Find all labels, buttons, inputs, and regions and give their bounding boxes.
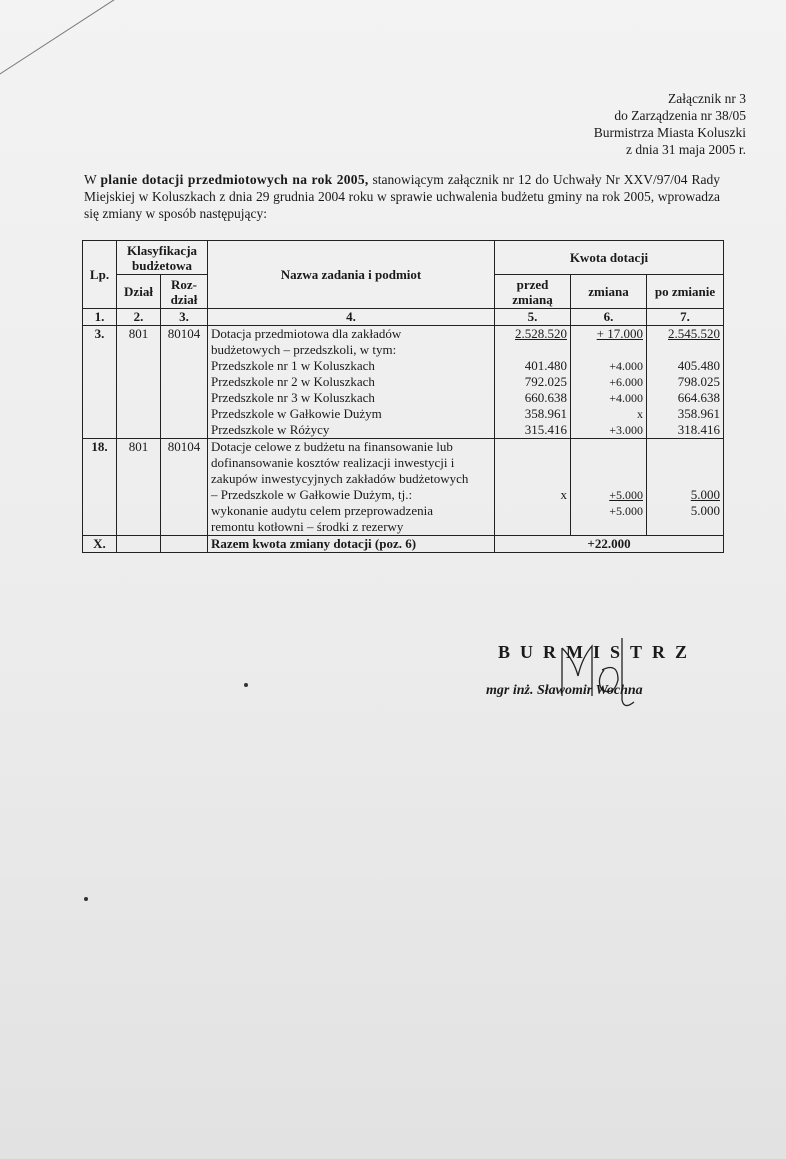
row-po [647, 326, 724, 439]
header-lp: Lp. [83, 241, 117, 309]
zmiana-value: +5.000 [609, 488, 643, 502]
przed-value [498, 439, 567, 455]
col-number: 5. [495, 309, 571, 326]
przed-value: 660.638 [524, 390, 567, 405]
col-number: 1. [83, 309, 117, 326]
zmiana-value: + 17.000 [596, 326, 643, 341]
paper-fold-line [0, 0, 116, 81]
row-names [208, 439, 495, 536]
attachment-header [594, 90, 746, 158]
przed-value: 792.025 [524, 374, 567, 389]
row-name-line: Dotacje celowe z budżetu na finansowanie lub [211, 439, 453, 454]
row-name-line: Przedszkole nr 3 w Koluszkach [211, 390, 375, 405]
header-rozdzial: Roz-dział [161, 275, 208, 309]
po-value: 2.545.520 [668, 326, 720, 341]
row-lp: 18. [83, 439, 117, 536]
po-value [650, 471, 720, 487]
zmiana-value: x [637, 407, 643, 421]
dotacje-table [82, 240, 724, 553]
row-zmiana [571, 326, 647, 439]
row-rozdzial: 80104 [161, 439, 208, 536]
po-value: 5.000 [690, 487, 720, 502]
handwritten-signature [548, 618, 638, 718]
row-name-line: Dotacja przedmiotowa dla zakładów [211, 326, 402, 341]
speck [244, 683, 248, 687]
intro-bold: planie dotacji przedmiotowych na rok 2005, [100, 172, 369, 187]
signature-title: BURMISTRZ [498, 642, 698, 662]
row-name-line: – Przedszkole w Gałkowie Dużym, tj.: [211, 487, 413, 502]
header-line: z dnia 31 maja 2005 r. [626, 142, 746, 157]
row-po [647, 439, 724, 536]
po-value: 358.961 [677, 406, 720, 421]
row-dzial: 801 [117, 439, 161, 536]
header-klasyfikacja: Klasyfikacja budżetowa [117, 241, 208, 275]
po-value: 5.000 [690, 503, 720, 518]
header-nazwa: Nazwa zadania i podmiot [208, 241, 495, 309]
przed-value [498, 342, 567, 358]
po-value [650, 342, 720, 358]
header-przed: przed zmianą [495, 275, 571, 309]
przed-value: 358.961 [524, 406, 567, 421]
przed-value [498, 471, 567, 487]
total-label: Razem kwota zmiany dotacji (poz. 6) [208, 536, 495, 553]
zmiana-value: +3.000 [609, 423, 643, 437]
po-value [650, 439, 720, 455]
total-lp: X. [83, 536, 117, 553]
col-number: 2. [117, 309, 161, 326]
row-name-line: zakupów inwestycyjnych zakładów budżetowych [211, 471, 469, 486]
row-zmiana [571, 439, 647, 536]
row-name-line: Przedszkole nr 1 w Koluszkach [211, 358, 375, 373]
po-value: 798.025 [677, 374, 720, 389]
header-line: do Zarządzenia nr 38/05 [614, 108, 746, 123]
row-rozdzial: 80104 [161, 326, 208, 439]
zmiana-value: +4.000 [609, 391, 643, 405]
col-number: 7. [647, 309, 724, 326]
zmiana-value [574, 455, 643, 471]
row-name-line: Przedszkole w Gałkowie Dużym [211, 406, 382, 421]
row-name-line: remontu kotłowni – środki z rezerwy [211, 519, 404, 534]
col-number: 3. [161, 309, 208, 326]
zmiana-value [574, 342, 643, 358]
row-dzial: 801 [117, 326, 161, 439]
header-line: Załącznik nr 3 [668, 91, 746, 106]
col-number: 6. [571, 309, 647, 326]
zmiana-value [574, 439, 643, 455]
row-name-line: Przedszkole w Różycy [211, 422, 330, 437]
intro-paragraph [84, 171, 720, 222]
header-line: Burmistrza Miasta Koluszki [593, 125, 746, 140]
empty-cell [161, 536, 208, 553]
row-names [208, 326, 495, 439]
zmiana-value: +4.000 [609, 359, 643, 373]
table-row [83, 439, 724, 536]
przed-value: 401.480 [524, 358, 567, 373]
row-przed [495, 439, 571, 536]
przed-value: 2.528.520 [515, 326, 567, 341]
table-row [83, 326, 724, 439]
po-value: 664.638 [677, 390, 720, 405]
po-value [650, 519, 720, 535]
zmiana-value: +6.000 [609, 375, 643, 389]
signature-name: mgr inż. Sławomir Wochna [486, 683, 643, 698]
zmiana-value [574, 471, 643, 487]
przed-value [498, 455, 567, 471]
intro-prefix: W [84, 172, 101, 187]
przed-value: x [560, 487, 567, 502]
po-value: 405.480 [677, 358, 720, 373]
row-lp: 3. [83, 326, 117, 439]
zmiana-value: +5.000 [609, 504, 643, 518]
row-name-line: budżetowych – przedszkoli, w tym: [211, 342, 397, 357]
header-kwota: Kwota dotacji [495, 241, 724, 275]
row-name-line: dofinansowanie kosztów realizacji inwestycji i [211, 455, 455, 470]
row-name-line: wykonanie audytu celem przeprowadzenia [211, 503, 433, 518]
header-zmiana: zmiana [571, 275, 647, 309]
header-dzial: Dział [117, 275, 161, 309]
zmiana-value [574, 519, 643, 535]
total-value: +22.000 [495, 536, 724, 553]
row-przed [495, 326, 571, 439]
po-value [650, 455, 720, 471]
przed-value [498, 503, 567, 519]
total-row [83, 536, 724, 553]
intro-rest: stanowiącym załącznik nr 12 do Uchwały Nr XXV/97/04 Rady Miejskiej w Koluszkach z dnia 29 grudnia 2004 roku w sprawie uchwalenia budżetu gminy na rok 2005, wprowadza się zmiany w sposób następujący: [84, 172, 720, 221]
header-po: po zmianie [647, 275, 724, 309]
row-name-line: Przedszkole nr 2 w Koluszkach [211, 374, 375, 389]
przed-value: 315.416 [524, 422, 567, 437]
przed-value [498, 519, 567, 535]
col-number: 4. [208, 309, 495, 326]
speck [84, 897, 88, 901]
empty-cell [117, 536, 161, 553]
po-value: 318.416 [677, 422, 720, 437]
